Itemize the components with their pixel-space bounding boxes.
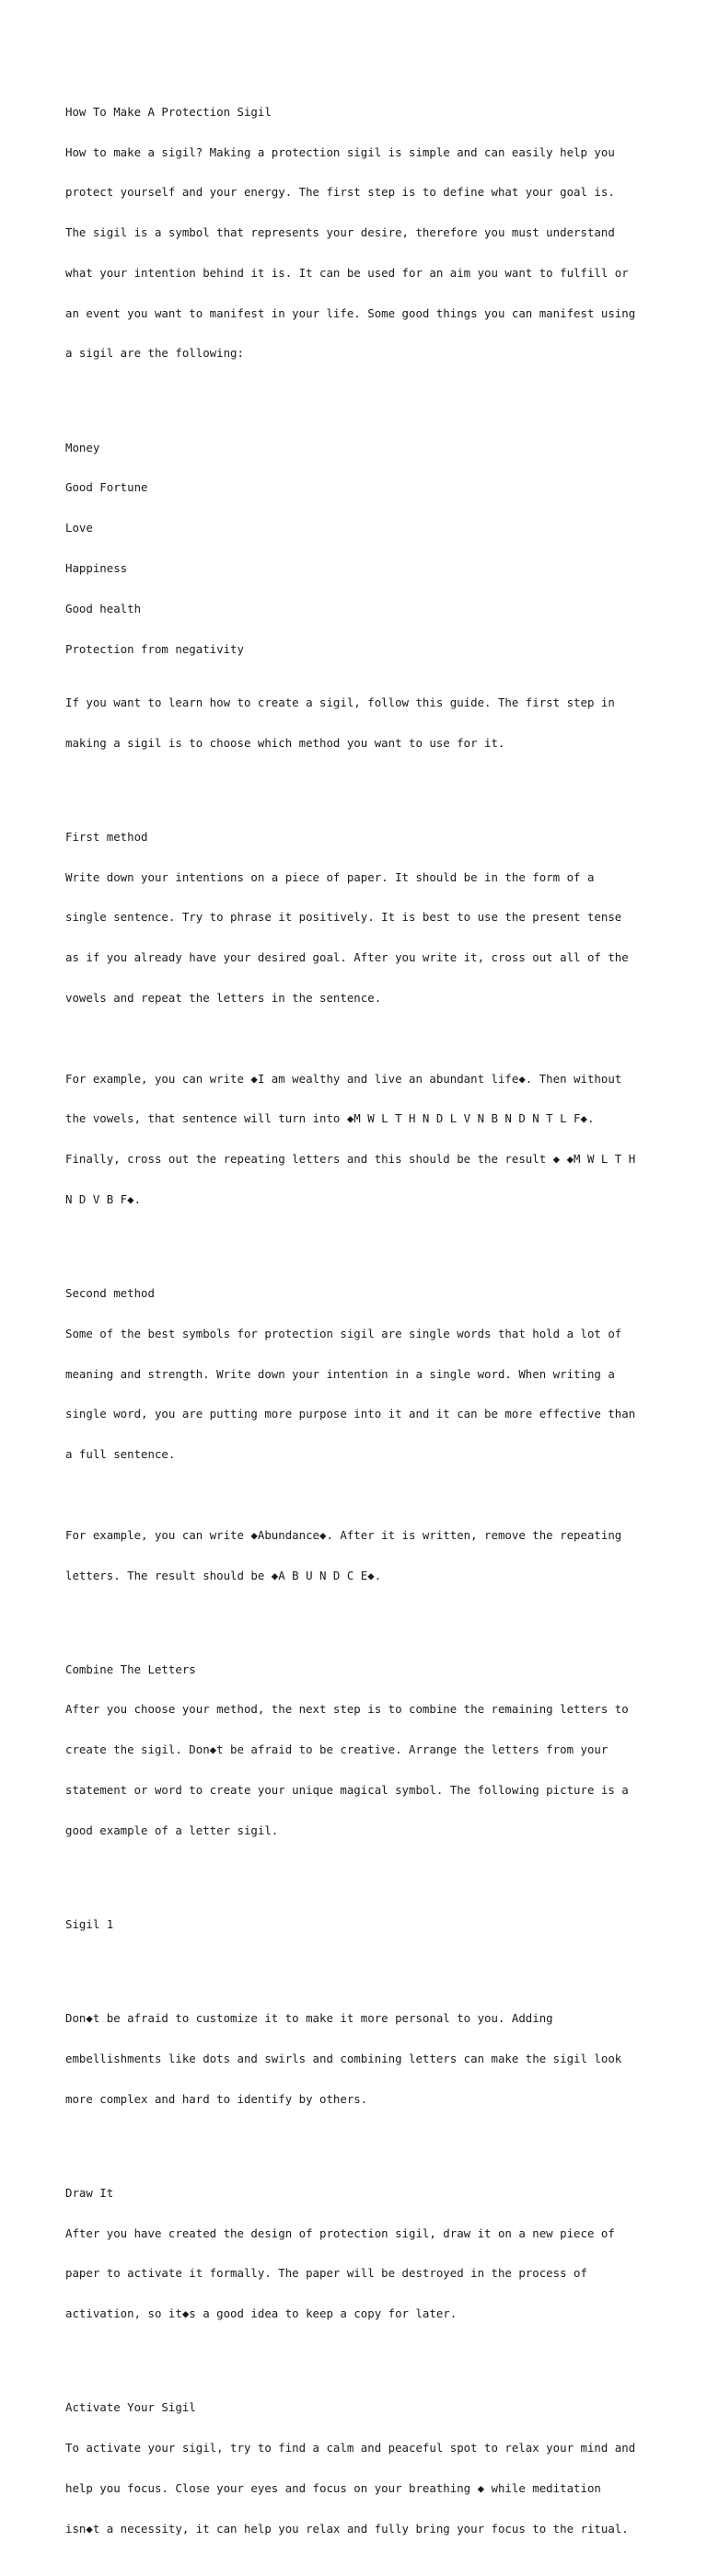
first-method-line: single sentence. Try to phrase it positively. It is best to use the present tense — [65, 910, 622, 925]
manifest-list-item: Money — [65, 440, 100, 454]
activate-line: To activate your sigil, try to find a calm and peaceful spot to relax your mind and — [65, 2441, 636, 2455]
manifest-list-item: Happiness — [65, 560, 128, 575]
document-body — [65, 65, 655, 2576]
combine-line: create the sigil. Don◆t be afraid to be creative. Arrange the letters from your — [65, 1742, 608, 1757]
combine-line: good example of a letter sigil. — [65, 1823, 279, 1837]
intro-line: The sigil is a symbol that represents your desire, therefore you must understand — [65, 225, 615, 240]
second-method-line: meaning and strength. Write down your intention in a single word. When writing a — [65, 1366, 615, 1381]
manifest-list-item: Good health — [65, 601, 142, 615]
activate-heading: Activate Your Sigil — [65, 2400, 196, 2415]
combine-heading: Combine The Letters — [65, 1662, 196, 1676]
guide-intro-line: making a sigil is to choose which method you want to use for it. — [65, 735, 505, 750]
intro-line: an event you want to manifest in your life. Some good things you can manifest using — [65, 305, 636, 320]
first-method-line: Write down your intentions on a piece of paper. It should be in the form of a — [65, 869, 595, 884]
intro-line: How to make a sigil? Making a protection sigil is simple and can easily help you — [65, 144, 615, 159]
second-method-example-line: letters. The result should be ◆A B U N D C E◆. — [65, 1568, 382, 1582]
draw-it-heading: Draw It — [65, 2185, 114, 2200]
blank-line — [65, 1609, 655, 1623]
draw-it-line: After you have created the design of protection sigil, draw it on a new piece of — [65, 2225, 615, 2240]
first-method-example-line: N D V B F◆. — [65, 1191, 142, 1206]
blank-line — [65, 2348, 655, 2362]
first-method-line: vowels and repeat the letters in the sentence. — [65, 990, 382, 1005]
blank-line — [65, 1489, 655, 1502]
second-method-example-line: For example, you can write ◆Abundance◆. After it is written, remove the repeating — [65, 1527, 622, 1542]
customize-line: Don◆t be afraid to customize it to make it more personal to you. Adding — [65, 2011, 553, 2026]
draw-it-line: activation, so it◆s a good idea to keep a copy for later. — [65, 2306, 458, 2321]
blank-line — [65, 1234, 655, 1248]
blank-line — [65, 1865, 655, 1879]
combine-line: statement or word to create your unique magical symbol. The following picture is a — [65, 1783, 629, 1797]
manifest-list-item: Good Fortune — [65, 480, 148, 495]
activate-line: isn◆t a necessity, it can help you relax and fully bring your focus to the ritual. — [65, 2521, 629, 2536]
first-method-heading: First method — [65, 829, 148, 844]
intro-line: what your intention behind it is. It can be used for an aim you want to fulfill or — [65, 265, 629, 280]
second-method-line: a full sentence. — [65, 1447, 176, 1462]
first-method-example-line: For example, you can write ◆I am wealthy and live an abundant life◆. Then without — [65, 1071, 622, 1086]
second-method-heading: Second method — [65, 1286, 155, 1301]
activate-line: help you focus. Close your eyes and focus on your breathing ◆ while meditation — [65, 2480, 601, 2495]
first-method-example-line: the vowels, that sentence will turn into ◆M W L T H N D L V N B N D N T L F◆. — [65, 1111, 595, 1126]
combine-line: After you choose your method, the next step is to combine the remaining letters to — [65, 1702, 629, 1717]
customize-line: embellishments like dots and swirls and combining letters can make the sigil look — [65, 2051, 622, 2065]
document-title: How To Make A Protection Sigil — [65, 104, 272, 119]
guide-intro-line: If you want to learn how to create a sigil, follow this guide. The first step in — [65, 695, 615, 709]
blank-line — [65, 1959, 655, 1972]
blank-line — [65, 1032, 655, 1046]
second-method-line: Some of the best symbols for protection sigil are single words that hold a lot of — [65, 1326, 622, 1340]
manifest-list-item: Love — [65, 521, 93, 535]
blank-line — [65, 776, 655, 790]
first-method-example-line: Finally, cross out the repeating letters and this should be the result ◆ ◆M W L T H — [65, 1152, 636, 1167]
intro-line: protect yourself and your energy. The first step is to define what your goal is. — [65, 185, 615, 200]
manifest-list-item: Protection from negativity — [65, 641, 244, 656]
customize-line: more complex and hard to identify by others. — [65, 2091, 368, 2106]
draw-it-line: paper to activate it formally. The paper will be destroyed in the process of — [65, 2266, 587, 2281]
blank-line — [65, 2133, 655, 2146]
sigil-caption: Sigil 1 — [65, 1916, 114, 1931]
second-method-line: single word, you are putting more purpose into it and it can be more effective than — [65, 1407, 636, 1421]
first-method-line: as if you already have your desired goal. After you write it, cross out all of the — [65, 950, 629, 965]
blank-line — [65, 387, 655, 401]
intro-line: a sigil are the following: — [65, 346, 244, 361]
